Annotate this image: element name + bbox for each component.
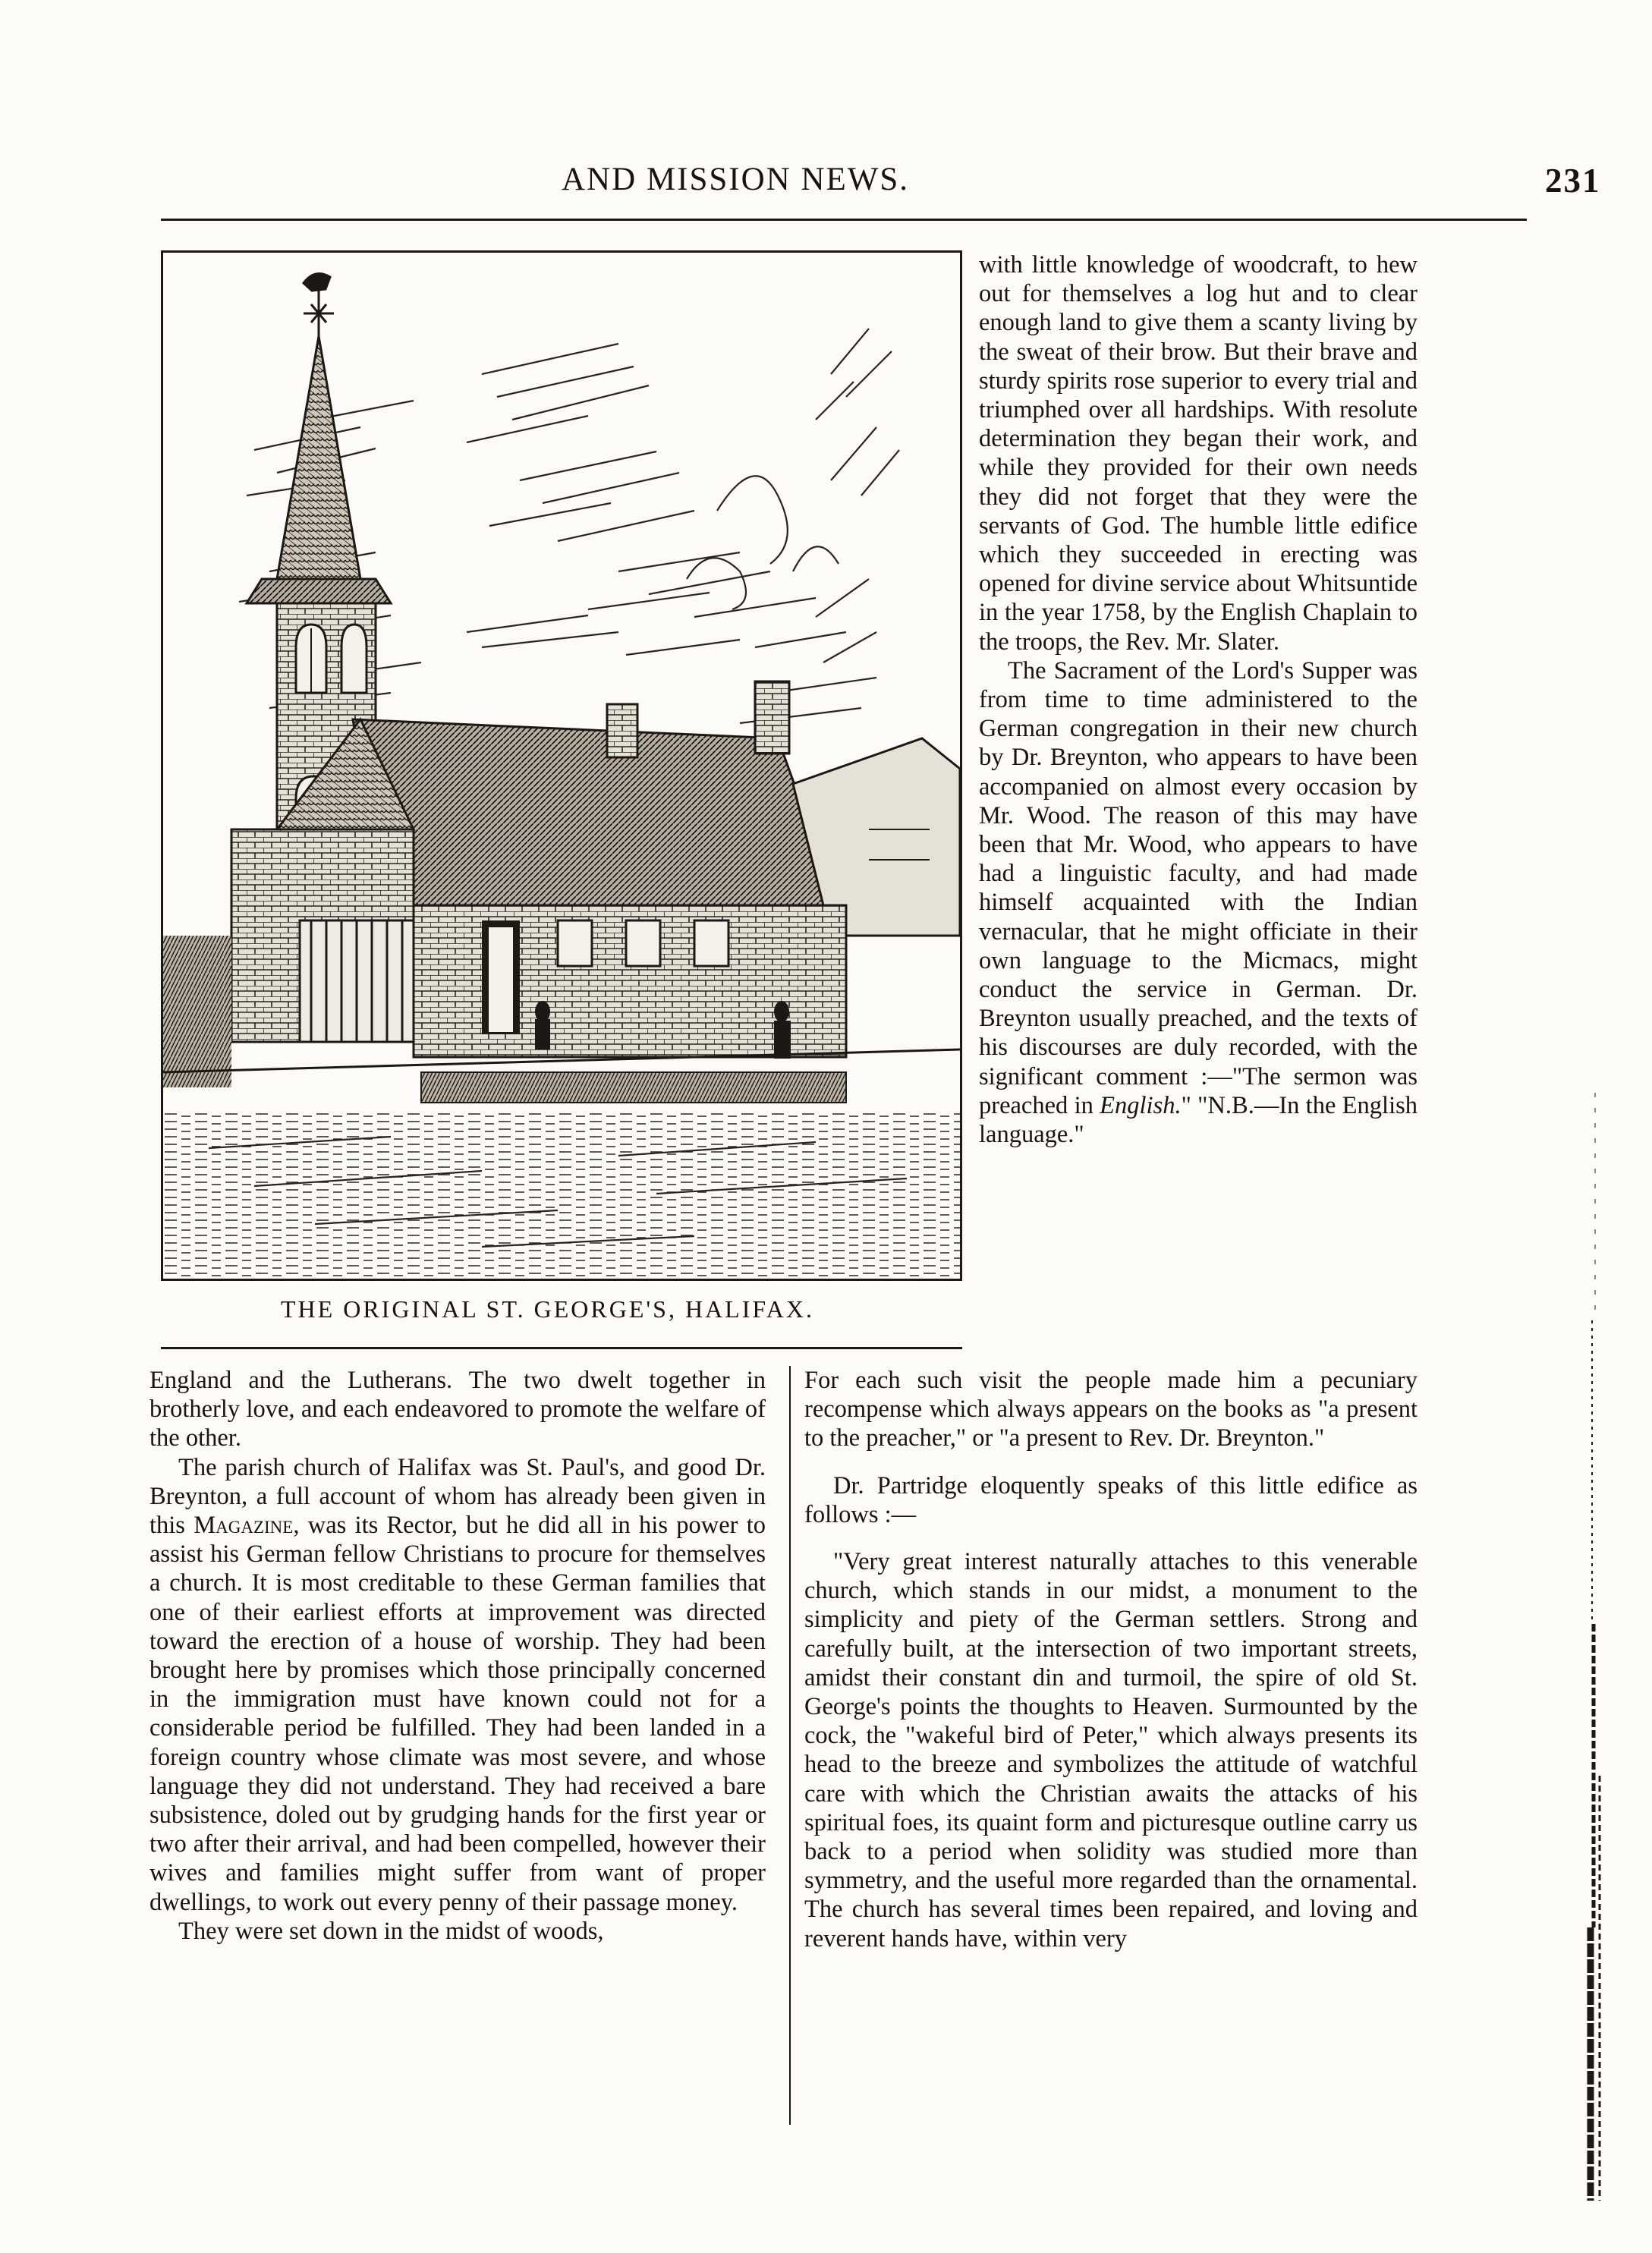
figure-caption: THE ORIGINAL ST. GEORGE'S, HALIFAX. xyxy=(281,1295,815,1323)
english-italic: English. xyxy=(1100,1091,1182,1119)
parish-text-a: The parish church of Halifax was St. Paul's, and good Dr. Breynton, a full account of whom has already been given in this xyxy=(149,1453,766,1540)
paragraph-lutherans: England and the Lutherans. The two dwelt together in brotherly love, and each endeavored to promote the welfare of the other. xyxy=(149,1367,766,1452)
figure-bottom-rule xyxy=(161,1347,962,1349)
paragraph-parish-church xyxy=(149,1453,766,1917)
page-number: 231 xyxy=(1545,162,1601,200)
nb-note: " "N.B.—In the English language." xyxy=(979,1091,1418,1149)
header-rule xyxy=(161,219,1527,221)
paragraph-quotation: "Very great interest naturally attaches to this venerable church, which stands in our midst, a monument to the simplicity and piety of the German settlers. Strong and carefully built, at the intersection of two important streets, amidst their constant din and turmoil, the spire of old St. George's points the thoughts to Heaven. Surmounted by the cock, the "wakeful bird of Peter," which always presents its head to the breeze and symbolizes the attitude of watchful care with which the Christian awaits the attacks of his spiritual foes, its quaint form and picturesque outline carry us back to a period when solidity was studied more than symmetry, and the useful more regarded than the ornamental. The church has several times been repaired, and loving and reverent hands have, within very xyxy=(804,1548,1418,1952)
paragraph-woods: They were set down in the midst of woods, xyxy=(178,1917,604,1945)
paragraph-woodcraft: with little knowledge of woodcraft, to hew out for themselves a log hut and to clear enough land to give them a scanty living by the sweat of their brow. But their brave and sturdy spirits rose superior to every trial and triumphed over all hardships. With resolute determination they began their work, and while they provided for their own needs they did not forget that they were the servants of God. The humble little edifice which they succeeded in erecting was opened for divine service about Whitsuntide in the year 1758, by the English Chaplain to the troops, the Rev. Mr. Slater. xyxy=(979,251,1418,656)
paragraph-recompense: For each such visit the people made him a pecuniary recompense which always appears on the books as "a present to the preacher," or "a present to Rev. Dr. Breynton." xyxy=(804,1367,1418,1452)
right-column-lower-text xyxy=(804,1366,1418,1953)
running-header-title: AND MISSION NEWS. xyxy=(562,162,910,197)
left-column-text xyxy=(149,1366,766,1946)
magazine-smallcaps: Magazine xyxy=(194,1512,294,1540)
scan-binding-edge xyxy=(1578,1093,1607,2201)
church-engraving-illustration xyxy=(163,253,960,1279)
column-divider xyxy=(789,1366,791,2125)
paragraph-sacrament xyxy=(979,656,1418,1149)
church-engraving-figure xyxy=(161,250,962,1281)
right-column-upper-text xyxy=(979,250,1418,1149)
paragraph-partridge: Dr. Partridge eloquently speaks of this little edifice as follows :— xyxy=(804,1471,1418,1528)
parish-text-b: , was its Rector, but he did all in his power to assist his German fellow Christians to procure for themselves a church. It is most creditable to these German families that one of their earliest efforts at improvement was directed toward the erection of a house of worship. They had been brought here by promises which those principally concerned in the immigration must have known could not for a considerable period be fulfilled. They had been landed in a foreign country whose climate was most severe, and whose language they did not understand. They had received a bare subsistence, doled out by grudging hands for the first year or two after their arrival, and had been compelled, however their wives and families might suffer from want of proper dwellings, to work out every penny of their passage money. xyxy=(149,1512,766,1916)
sacrament-text: The Sacrament of the Lord's Supper was from time to time administered to the German congregation in their new church by Dr. Breynton, who appears to have been accompanied on almost every occasion by Mr. Wood. The reason of this may have been that Mr. Wood, who appears to have had a linguistic faculty, and had made himself acquainted with the Indian vernacular, that he might officiate in their own language to the Micmacs, might conduct the service in German. Dr. Breynton usually preached, and the texts of his discourses are duly recorded, with the significant comment :—"The sermon was preached in xyxy=(979,656,1418,1119)
